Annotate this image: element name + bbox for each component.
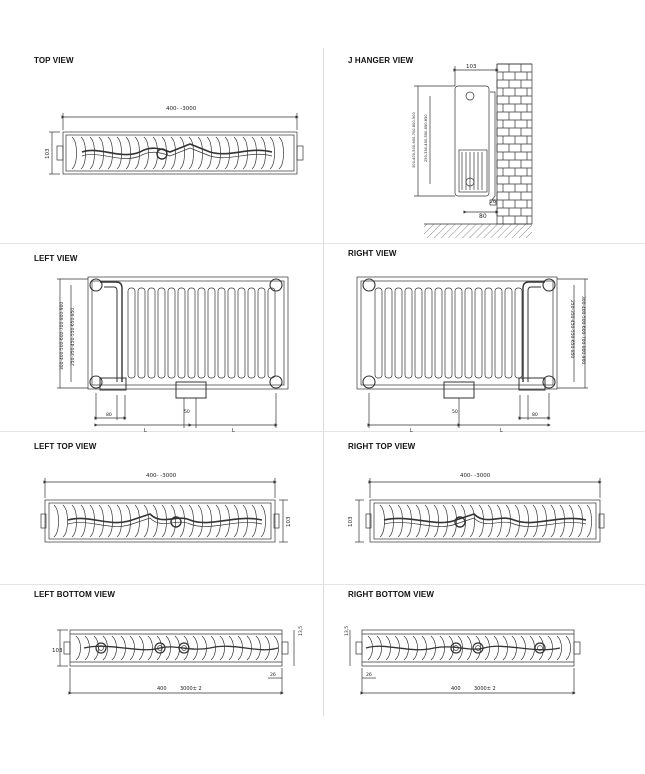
panel-column (178, 288, 185, 378)
brick-wall (497, 64, 532, 224)
panel-column (148, 288, 155, 378)
top-depth-dim: 103 (45, 148, 51, 159)
right-dim-50: 50 (452, 410, 458, 415)
fin (256, 636, 261, 660)
right-view-drawing (357, 277, 588, 428)
fin (193, 636, 198, 660)
left-heights-a: 300-400-500-600-700-800-900 (60, 301, 65, 370)
fin (180, 137, 185, 169)
right-top-length: 400- -3000 (460, 473, 491, 479)
fin (72, 137, 77, 169)
j-hanger-drawing (414, 64, 532, 238)
fin (569, 505, 574, 537)
right-bottom-26: 26 (366, 673, 372, 678)
fin (171, 137, 176, 169)
left-bottom-start: 400 (157, 686, 167, 692)
fin (380, 505, 385, 537)
title-right-bottom-view: RIGHT BOTTOM VIEW (348, 590, 434, 599)
left-bottom-depth: 103 (52, 648, 63, 654)
fin (90, 505, 95, 537)
hanger-bottom-dim: 26 (490, 200, 496, 205)
panel-column (465, 288, 472, 378)
fin (434, 505, 439, 537)
fin (479, 505, 484, 537)
right-top-fins (380, 505, 592, 537)
left-heights-b: 250-350-450-550-650-850 (71, 307, 76, 366)
panel-column (258, 288, 265, 378)
panel-column (435, 288, 442, 378)
fin (467, 636, 472, 660)
right-bottom-start: 400 (451, 686, 461, 692)
fin (270, 137, 275, 169)
hanger-heights-a: 300-400-500-600-700-800-900 (412, 112, 416, 168)
fin (63, 505, 68, 537)
panel-column (158, 288, 165, 378)
fin (135, 505, 140, 537)
panel-column (405, 288, 412, 378)
right-dim-l2: L (500, 428, 503, 434)
fin (90, 137, 95, 169)
panel-column (505, 288, 512, 378)
fin (386, 636, 391, 660)
fin (524, 505, 529, 537)
right-dim-l1: L (410, 428, 413, 434)
panel-column (268, 288, 275, 378)
panel-column (238, 288, 245, 378)
left-bottom-13-5: 13,5 (299, 625, 304, 636)
left-top-depth: 103 (286, 516, 292, 527)
panel-column (138, 288, 145, 378)
fin (261, 137, 266, 169)
fin (243, 505, 248, 537)
fin (207, 505, 212, 537)
right-dim-80: 80 (532, 413, 538, 418)
fin (54, 505, 59, 537)
fin (368, 636, 373, 660)
panel-column (375, 288, 382, 378)
fin (279, 137, 284, 169)
panel-column (128, 288, 135, 378)
fin (162, 137, 167, 169)
right-view-columns (375, 288, 522, 378)
fin (587, 505, 592, 537)
right-heights-a: 300-400-500-600-700-800-900 (580, 296, 585, 365)
fin (234, 505, 239, 537)
panel-column (425, 288, 432, 378)
fin (252, 505, 257, 537)
panel-column (495, 288, 502, 378)
panel-column (198, 288, 205, 378)
fin (407, 505, 412, 537)
left-dim-l1: L (144, 428, 147, 434)
fin (76, 636, 81, 660)
fin (261, 505, 266, 537)
fin (243, 137, 248, 169)
panel-column (455, 288, 462, 378)
fin (497, 505, 502, 537)
right-top-depth: 103 (348, 516, 354, 527)
title-top-view: TOP VIEW (34, 56, 74, 65)
fin (252, 137, 257, 169)
fin (440, 636, 445, 660)
right-heights-b: 250-350-450-550-650-850 (569, 300, 574, 359)
fin (476, 636, 481, 660)
fin (548, 636, 553, 660)
panel-column (395, 288, 402, 378)
fin (265, 636, 270, 660)
fin (81, 505, 86, 537)
panel-column (168, 288, 175, 378)
panel-column (515, 288, 522, 378)
panel-column (248, 288, 255, 378)
fin (81, 137, 86, 169)
title-right-view: RIGHT VIEW (348, 249, 397, 258)
fin (470, 505, 475, 537)
title-j-hanger-view: J HANGER VIEW (348, 56, 414, 65)
title-left-bottom-view: LEFT BOTTOM VIEW (34, 590, 116, 599)
fin (99, 137, 104, 169)
fin (72, 505, 77, 537)
fin (117, 505, 122, 537)
fin (389, 505, 394, 537)
left-bottom-end: 3000± 2 (180, 686, 202, 692)
fin (220, 636, 225, 660)
title-left-top-view: LEFT TOP VIEW (34, 442, 97, 451)
fin (488, 505, 493, 537)
hanger-heights-b: 250-350-450-550-650-850 (424, 114, 428, 162)
left-top-view-drawing (41, 478, 288, 542)
panel-column (415, 288, 422, 378)
right-bottom-13-5: 13,5 (345, 625, 350, 636)
panel-column (475, 288, 482, 378)
left-dim-50: 50 (184, 410, 190, 415)
fin (162, 505, 167, 537)
top-view-drawing (49, 113, 303, 174)
top-length-dim: 400- -3000 (166, 106, 197, 112)
fin (198, 505, 203, 537)
fin (560, 505, 565, 537)
right-bottom-view-drawing (350, 630, 580, 694)
panel-column (208, 288, 215, 378)
fin (566, 636, 571, 660)
fin (229, 636, 234, 660)
right-bottom-end: 3000± 2 (474, 686, 496, 692)
fin (404, 636, 409, 660)
left-top-fins (54, 505, 266, 537)
panel-column (385, 288, 392, 378)
fin (189, 137, 194, 169)
panel-column (485, 288, 492, 378)
fin (148, 636, 153, 660)
fin (112, 636, 117, 660)
hanger-width-dim: 103 (466, 64, 477, 70)
left-dim-80: 80 (106, 413, 112, 418)
fin (422, 636, 427, 660)
left-view-drawing (57, 277, 288, 428)
title-right-top-view: RIGHT TOP VIEW (348, 442, 416, 451)
hanger-offset-dim: 80 (479, 213, 487, 220)
fin (108, 505, 113, 537)
panel-column (188, 288, 195, 378)
fin (117, 137, 122, 169)
fin (139, 636, 144, 660)
fin (539, 636, 544, 660)
fin (578, 505, 583, 537)
fin (533, 505, 538, 537)
fin (144, 505, 149, 537)
panel-column (445, 288, 452, 378)
panel-column (218, 288, 225, 378)
fin (377, 636, 382, 660)
fin (413, 636, 418, 660)
left-view-columns (128, 288, 275, 378)
left-bottom-view-drawing (57, 630, 294, 694)
fin (130, 636, 135, 660)
left-dim-l2: L (232, 428, 235, 434)
fin (494, 636, 499, 660)
fin (530, 636, 535, 660)
panel-column (228, 288, 235, 378)
fin (503, 636, 508, 660)
fin (506, 505, 511, 537)
fin (166, 636, 171, 660)
fin (443, 505, 448, 537)
fin (398, 505, 403, 537)
left-bottom-26: 26 (270, 673, 276, 678)
title-left-view: LEFT VIEW (34, 254, 78, 263)
right-top-view-drawing (355, 478, 604, 542)
left-top-length: 400- -3000 (146, 473, 177, 479)
fin (126, 137, 131, 169)
